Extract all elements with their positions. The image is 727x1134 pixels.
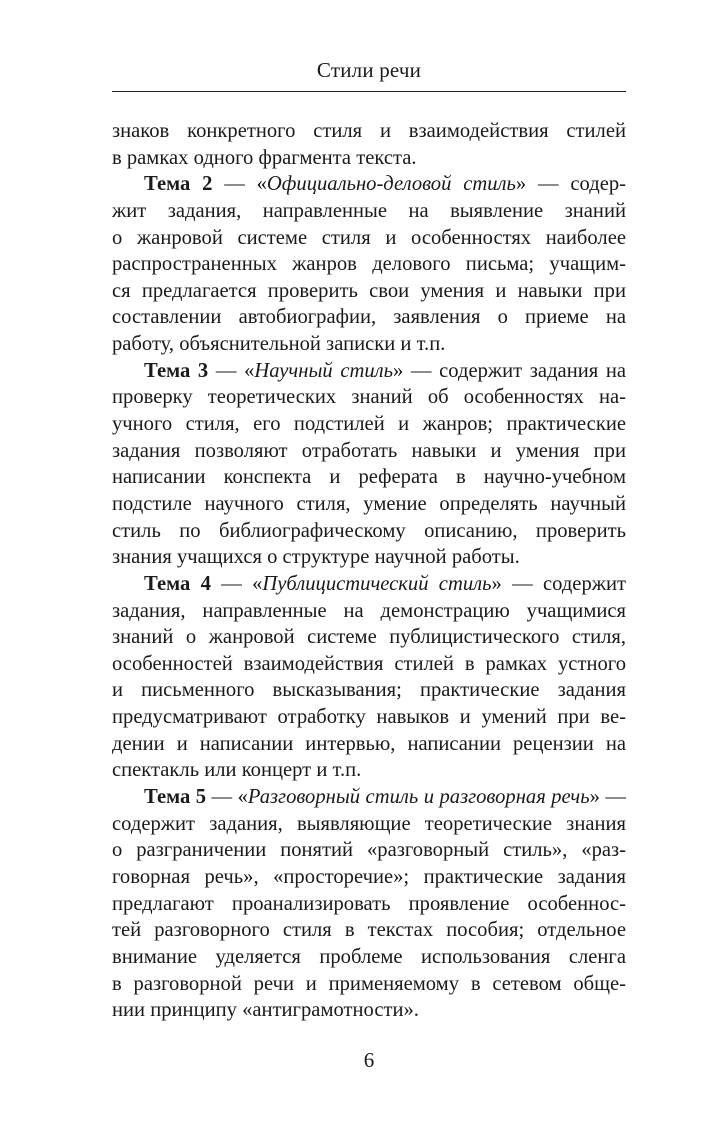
topic-title: Публицистический стиль — [262, 572, 492, 595]
text-line: нии принципу «антиграмотности». — [112, 999, 419, 1022]
text-line: спектакль или концерт и т.п. — [112, 759, 362, 782]
text-line: внимание уделяется проблеме использования сленга — [112, 945, 626, 968]
text-line: стиль по библиографическому описанию, проверить — [112, 519, 626, 542]
text-line: знаний о жанровой системе публицистического стиля, — [112, 626, 626, 649]
text-line: учного стиля, его подстилей и жанров; практические — [112, 413, 626, 436]
topic-title: Разговорный стиль и разговорная речь — [247, 786, 590, 809]
topic-title: Официально-деловой стиль — [266, 173, 516, 196]
topic-title: Научный стиль — [254, 359, 393, 382]
text-line: о жанровой системе стиля и особенностях наиболее — [112, 226, 626, 249]
text-line: и письменного высказывания; практические задания — [112, 679, 626, 702]
text-line: подстиле научного стиля, умение определять научный — [112, 492, 626, 515]
text-line: в разговорной речи и применяемому в сетевом обще- — [112, 972, 626, 995]
text-line: предусматривают отработку навыков и умений при ве- — [112, 706, 626, 729]
text-line: жит задания, направленные на выявление знаний — [112, 199, 626, 222]
text-line: задания, направленные на демонстрацию учащимися — [112, 599, 626, 622]
text-line: о разграничении понятий «разговорный стиль», «раз- — [112, 839, 626, 862]
topic-4-heading-line: Тема 4 — «Публицистический стиль» — содержит — [144, 572, 626, 595]
text-line: ся предлагается проверить свои умения и навыки при — [112, 279, 626, 302]
topic-label: Тема 4 — [144, 572, 211, 595]
topic-label: Тема 3 — [144, 359, 209, 382]
text-line: задания позволяют отработать навыки и умения при — [112, 439, 626, 462]
running-title: Стили речи — [316, 58, 422, 82]
text-line: тей разговорного стиля в текстах пособия; отдельное — [112, 919, 626, 942]
topic-label: Тема 2 — [144, 173, 213, 196]
text-line: предлагают проанализировать проявление особеннос- — [112, 892, 626, 915]
topic-label: Тема 5 — [144, 786, 207, 809]
topic-3-heading-line: Тема 3 — «Научный стиль» — содержит задания на — [144, 359, 626, 382]
header-rule — [112, 91, 626, 92]
text-line: в рамках одного фрагмента текста. — [112, 146, 417, 169]
text-line: работу, объяснительной записки и т.п. — [112, 333, 446, 356]
text-line: дении и написании интервью, написании рецензии на — [112, 732, 626, 755]
page-number: 6 — [363, 1048, 375, 1072]
text-line: особенностей взаимодействия стилей в рамках устного — [112, 652, 626, 675]
text-line: содержит задания, выявляющие теоретические знания — [112, 812, 626, 835]
text-line: проверку теоретических знаний об особенностях на- — [112, 386, 626, 409]
text-line: составлении автобиографии, заявления о приеме на — [112, 306, 626, 329]
text-line: распространенных жанров делового письма; учащим- — [112, 253, 626, 276]
text-line: говорная речь», «просторечие»; практические задания — [112, 865, 626, 888]
topic-2-heading-line: Тема 2 — «Официально-деловой стиль» — содер- — [144, 173, 626, 196]
text-line: знаков конкретного стиля и взаимодействия стилей — [112, 120, 626, 142]
body-text — [112, 118, 626, 1024]
text-line: знания учащихся о структуре научной работы. — [112, 546, 520, 569]
topic-5-heading-line: Тема 5 — «Разговорный стиль и разговорная речь» — — [144, 786, 626, 809]
text-line: написании конспекта и реферата в научно-учебном — [112, 466, 626, 489]
